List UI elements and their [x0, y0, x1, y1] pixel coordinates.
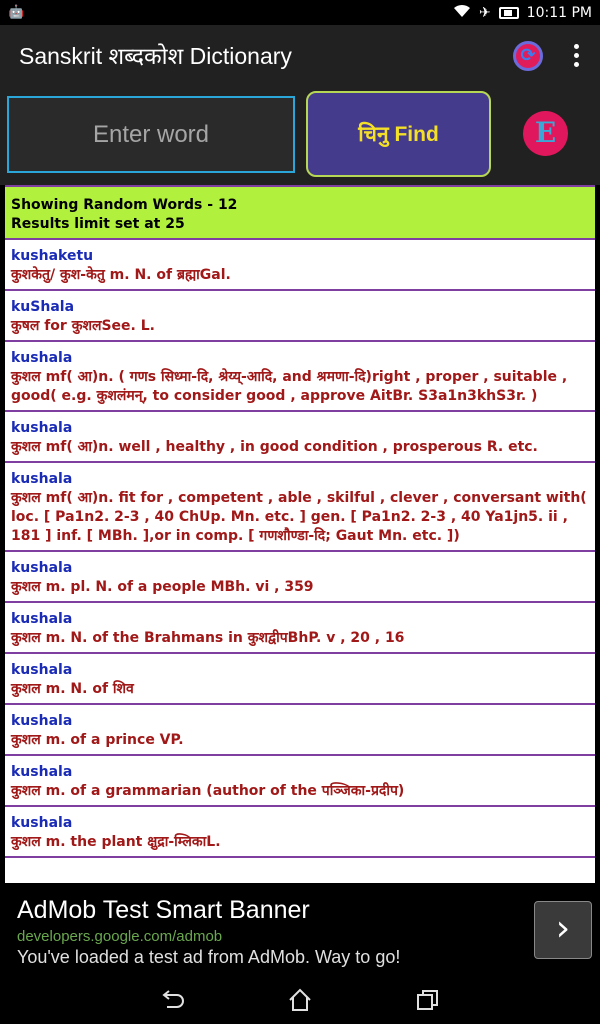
- list-item[interactable]: [5, 240, 595, 291]
- chevron-right-icon[interactable]: ›: [534, 901, 592, 959]
- status-bar: [0, 0, 600, 25]
- find-button[interactable]: चिनु Find: [306, 91, 491, 177]
- list-item[interactable]: [5, 807, 595, 858]
- entry-meaning: कुशल m. pl. N. of a people MBh. vi , 359: [11, 579, 314, 595]
- entry-word: kushala: [11, 713, 73, 729]
- list-item[interactable]: [5, 291, 595, 342]
- entry-meaning: कुशल m. N. of शिव: [11, 681, 134, 697]
- entry-word: kushaketu: [11, 248, 94, 264]
- entry-meaning: कुशल m. of a grammarian (author of the पञ्जिका-प्रदीप): [11, 783, 405, 799]
- battery-charging-icon: [499, 7, 519, 19]
- list-item[interactable]: [5, 756, 595, 807]
- list-item[interactable]: [5, 654, 595, 705]
- wifi-icon: [453, 4, 471, 22]
- ad-banner[interactable]: [0, 883, 600, 975]
- recents-icon[interactable]: [415, 987, 441, 1013]
- refresh-icon[interactable]: ⟳: [513, 41, 543, 71]
- ad-url[interactable]: developers.google.com/admob: [17, 928, 223, 945]
- entry-word: kushala: [11, 764, 73, 780]
- language-toggle-button[interactable]: E: [523, 111, 568, 156]
- results-info: [5, 187, 595, 240]
- word-search-input[interactable]: [7, 96, 295, 173]
- entry-meaning: कुशल m. N. of the Brahmans in कुशद्वीपBhP. v , 20 , 16: [11, 630, 405, 646]
- clock: 10:11 PM: [526, 5, 592, 21]
- home-icon[interactable]: [287, 987, 313, 1013]
- entry-word: kushala: [11, 560, 73, 576]
- entry-word: kuShala: [11, 299, 75, 315]
- entry-meaning: कुशल mf( आ)n. ( गणs सिध्मा-दि, श्रेय्य्-आदि, and श्रमणा-दि)right , proper , suitable , good( e.g. कुशलंमन्, to consider good , approve AitBr. S3a1n3khS3r. ): [11, 369, 568, 404]
- entry-meaning: कुशल m. of a prince VP.: [11, 732, 184, 748]
- list-item[interactable]: [5, 342, 595, 412]
- entry-word: kushala: [11, 350, 73, 366]
- entry-word: kushala: [11, 815, 73, 831]
- list-item[interactable]: [5, 552, 595, 603]
- search-area: [0, 87, 600, 185]
- results-list[interactable]: [5, 185, 595, 883]
- list-item[interactable]: [5, 412, 595, 463]
- entry-meaning: कुषल for कुशलSee. L.: [11, 318, 155, 334]
- entry-meaning: कुशल m. the plant क्षुद्रा-म्लिकाL.: [11, 834, 221, 850]
- ad-description: You've loaded a test ad from AdMob. Way to go!: [17, 947, 401, 967]
- list-item[interactable]: [5, 705, 595, 756]
- back-icon[interactable]: [159, 987, 185, 1013]
- android-icon: 🤖: [8, 5, 25, 20]
- navigation-bar: [0, 975, 600, 1024]
- entry-meaning: कुशल mf( आ)n. fit for , competent , able , skilful , clever , conversant with( loc. [ Pa1n2. 2-3 , 40 ChUp. Mn. etc. ] gen. [ Pa1n2. 2-3 , 40 Ya1jn5. ii , 181 ] inf. [ MBh. ],or in comp. [ गणशौण्डा-दि; Gaut Mn. etc. ]): [11, 490, 587, 544]
- entry-word: kushala: [11, 662, 73, 678]
- entry-meaning: कुशल mf( आ)n. well , healthy , in good condition , prosperous R. etc.: [11, 439, 538, 455]
- ad-title: AdMob Test Smart Banner: [17, 896, 310, 924]
- entry-word: kushala: [11, 471, 73, 487]
- airplane-icon: ✈: [478, 5, 491, 21]
- list-item[interactable]: [5, 603, 595, 654]
- results-limit-text: Results limit set at 25: [11, 216, 185, 232]
- entry-meaning: कुशकेतु/ कुश-केतु m. N. of ब्रह्माGal.: [11, 267, 231, 283]
- app-title: Sanskrit शब्दकोश Dictionary: [19, 43, 292, 69]
- entry-word: kushala: [11, 420, 73, 436]
- overflow-menu-icon[interactable]: [566, 44, 586, 70]
- list-item[interactable]: [5, 463, 595, 552]
- app-bar: [0, 25, 600, 87]
- entry-word: kushala: [11, 611, 73, 627]
- results-count-text: Showing Random Words - 12: [11, 197, 238, 213]
